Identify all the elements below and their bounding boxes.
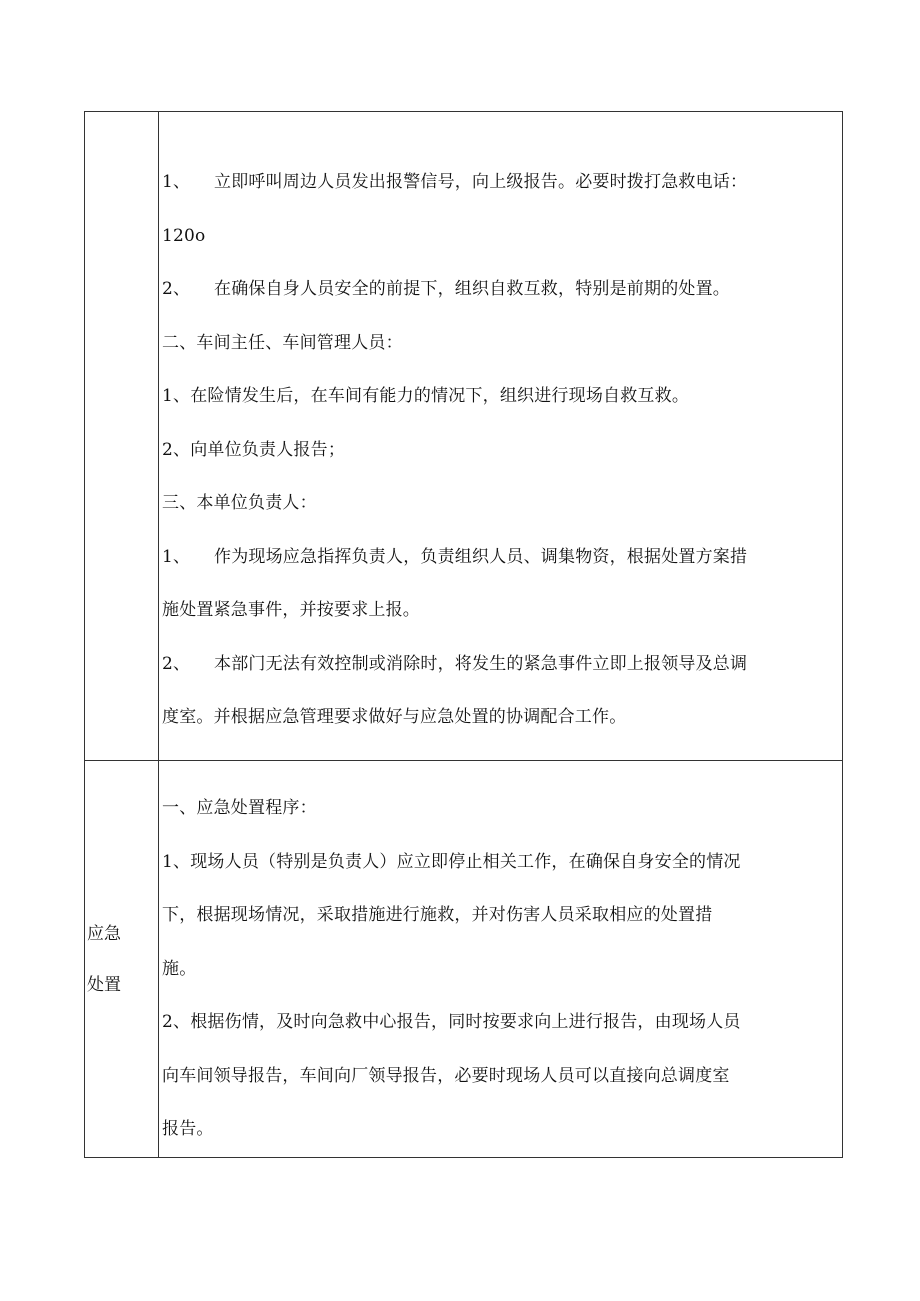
subheading: 二、车间主任、车间管理人员： (162, 332, 403, 353)
table-row (85, 112, 843, 761)
text-line: 1、现场人员（特别是负责人）应立即停止相关工作，在确保自身安全的情况 (162, 851, 741, 872)
section-2-label: 应急 处置 (87, 923, 121, 995)
section-1-label-cell (85, 112, 159, 761)
section-2-label-cell (85, 761, 159, 1158)
section-2-content-cell (159, 761, 843, 1158)
text-line: 报告。 (162, 1119, 214, 1139)
subheading: 一、应急处置程序： (162, 798, 317, 818)
text-line: 向车间领导报告，车间向厂领导报告，必要时现场人员可以直接向总调度室 (162, 1065, 730, 1086)
procedure-table (84, 111, 843, 1158)
text-line: 度室。并根据应急管理要求做好与应急处置的协调配合工作。 (162, 707, 627, 727)
text-line: 120o (162, 225, 206, 246)
text-line: 1、在险情发生后，在车间有能力的情况下，组织进行现场自救互救。 (162, 386, 690, 406)
text-line: 2、向单位负责人报告； (162, 439, 346, 460)
text-line: 1、 立即呼叫周边人员发出报警信号，向上级报告。必要时拨打急救电话： (162, 172, 748, 192)
text-line: 2、根据伤情，及时向急救中心报告，同时按要求向上进行报告，由现场人员 (162, 1012, 741, 1032)
text-line: 2、 本部门无法有效控制或消除时，将发生的紧急事件立即上报领导及总调 (162, 653, 748, 674)
text-line: 施处置紧急事件，并按要求上报。 (162, 600, 420, 620)
text-line: 施。 (162, 958, 197, 979)
section-1-content-cell (159, 112, 843, 761)
subheading: 三、本单位负责人： (162, 493, 317, 513)
text-line: 下，根据现场情况，采取措施进行施救，并对伤害人员采取相应的处置措 (162, 905, 713, 925)
text-line: 2、 在确保自身人员安全的前提下，组织自救互救，特别是前期的处置。 (162, 279, 730, 299)
table-row (85, 761, 843, 1158)
text-line: 1、 作为现场应急指挥负责人，负责组织人员、调集物资，根据处置方案措 (162, 546, 748, 567)
